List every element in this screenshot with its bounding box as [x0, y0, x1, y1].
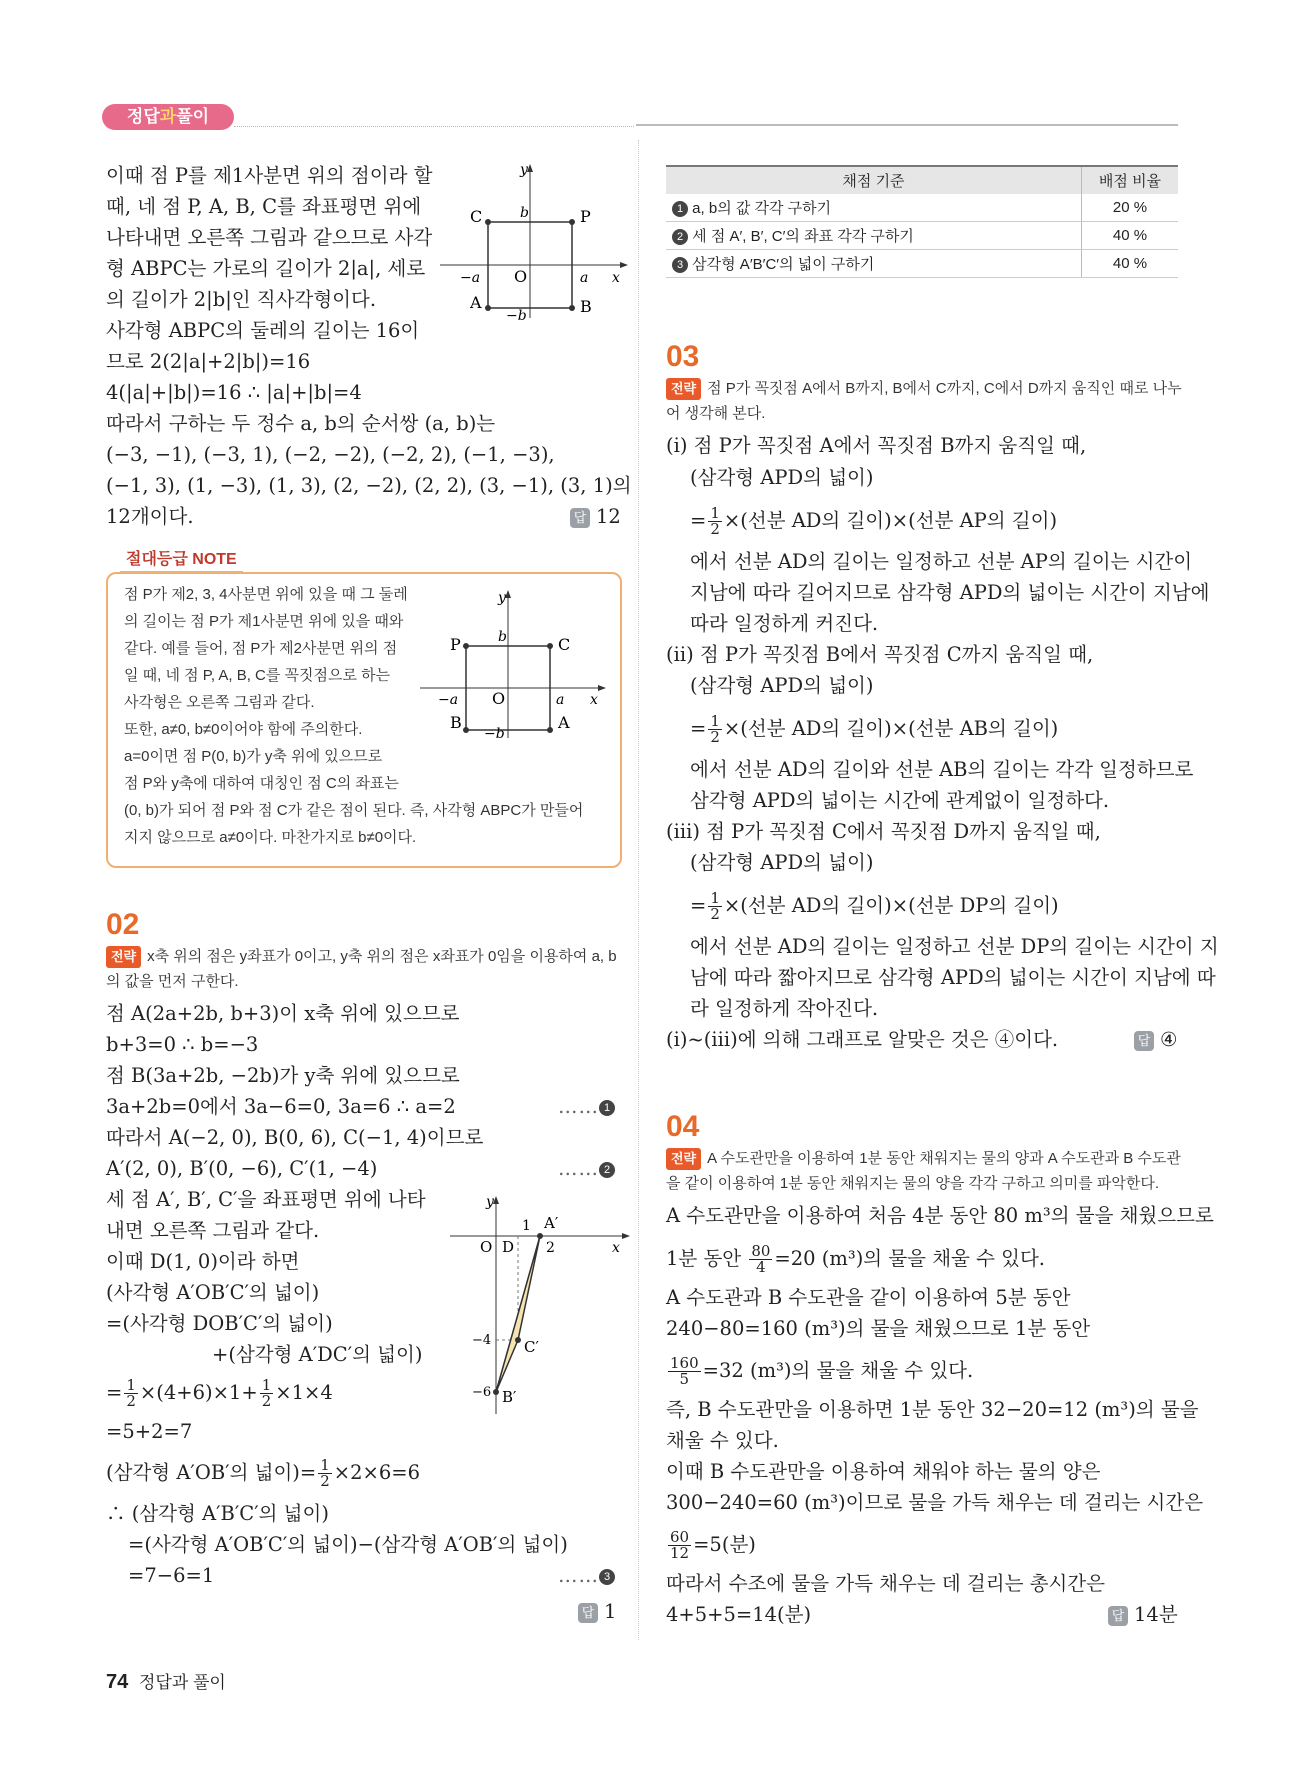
fig2-label: O — [492, 689, 506, 708]
text-line: 의 길이가 2|b|인 직사각형이다. — [106, 288, 377, 311]
page-footer — [106, 1668, 226, 1694]
text-line: 므로 2(2|a|+2|b|)=16 — [106, 350, 311, 373]
q3-line: 에서 선분 AD의 길이는 일정하고 선분 AP의 길이는 시간이 — [690, 550, 1193, 573]
note-line: 점 P가 제2, 3, 4사분면 위에 있을 때 그 둘레 — [124, 586, 408, 603]
answer-q4: 답 14분 — [1108, 1603, 1178, 1627]
table-row: 3 삼각형 A′B′C′의 넓이 구하기 40 % — [666, 250, 1178, 278]
q3-line: (ⅲ) 점 P가 꼭짓점 C에서 꼭짓점 D까지 움직일 때, — [666, 820, 1101, 843]
note-line: (0, b)가 되어 점 P와 점 C가 같은 점이 된다. 즉, 사각형 ABPC가 만들어 — [124, 802, 584, 819]
header-badge — [102, 104, 234, 130]
question-number-02: 02 — [106, 908, 140, 941]
q4-line: 300−240=60 (m³)이므로 물을 가득 채우는 데 걸리는 시간은 — [666, 1491, 1204, 1514]
badge-text-1: 정답 — [126, 107, 160, 126]
answer-q2 — [578, 1600, 616, 1624]
fig2-label: −a — [438, 692, 459, 708]
note-title: 절대등급 NOTE — [120, 546, 243, 573]
table-row: 1 a, b의 값 각각 구하기 20 % — [666, 194, 1178, 222]
q2-line: =5+2=7 — [106, 1420, 193, 1443]
q2-line: ∴ (삼각형 A′B′C′의 넓이) — [106, 1502, 329, 1525]
q4-line: 즉, B 수도관만을 이용하면 1분 동안 32−20=12 (m³)의 물을 — [666, 1398, 1199, 1421]
fig2-label: −b — [484, 726, 505, 738]
q3-strategy-1: 전략 점 P가 꼭짓점 A에서 B까지, B에서 C까지, C에서 D까지 움직인 때로 나누 — [666, 378, 1182, 400]
fig1-label: b — [520, 205, 529, 221]
fig2-label: b — [498, 629, 507, 645]
q3-line: (ⅰ) 점 P가 꼭짓점 A에서 꼭짓점 B까지 움직일 때, — [666, 434, 1087, 457]
badge-text-2: 과 — [159, 107, 177, 126]
q2-mark-3: …… 3 — [558, 1564, 615, 1588]
strategy-tag: 전략 — [106, 946, 141, 968]
answer-icon: 답 — [578, 1603, 598, 1623]
q4-line: A 수도관만을 이용하여 처음 4분 동안 80 m³의 물을 채웠으므로 — [666, 1204, 1214, 1227]
q2-line: 점 A(2a+2b, b+3)이 x축 위에 있으므로 — [106, 1002, 460, 1025]
q3-line: 에서 선분 AD의 길이와 선분 AB의 길이는 각각 일정하므로 — [690, 758, 1194, 781]
q3-line: (삼각형 APD의 넓이) — [690, 674, 874, 697]
note-line: 사각형은 오른쪽 그림과 같다. — [124, 694, 315, 711]
column-divider — [638, 140, 639, 1640]
q3-strategy-2: 어 생각해 본다. — [666, 405, 766, 422]
q2-line: =7−6=1 — [128, 1564, 215, 1587]
q2-line: 세 점 A′, B′, C′을 좌표평면 위에 나타 — [106, 1188, 426, 1211]
badge-text-3: 풀이 — [176, 107, 210, 126]
fig3-label: A′ — [544, 1214, 559, 1232]
fig1-label: P — [580, 207, 591, 226]
q4-strategy-1: 전략 A 수도관만을 이용하여 1분 동안 채워지는 물의 양과 A 수도관과 B 수도관 — [666, 1148, 1181, 1170]
q3-line: 에서 선분 AD의 길이는 일정하고 선분 DP의 길이는 시간이 지 — [690, 935, 1219, 958]
q4-line: 따라서 수조에 물을 가득 채우는 데 걸리는 총시간은 — [666, 1572, 1105, 1595]
fig2-label: P — [450, 635, 461, 654]
q2-line: 이때 D(1, 0)이라 하면 — [106, 1250, 300, 1273]
note-line: 같다. 예를 들어, 점 P가 제2사분면 위의 점 — [124, 640, 398, 657]
fig3-label: D — [502, 1238, 515, 1256]
fig2-label: a — [556, 692, 565, 708]
fig3-label: C′ — [524, 1338, 539, 1356]
question-number-03: 03 — [666, 340, 700, 373]
fig2-label: C — [558, 635, 571, 654]
q3-formula: = $\frac{1}{2}$ ×(선분 AD의 길이)×(선분 DP의 길이) — [690, 889, 1059, 923]
q4-line: A 수도관과 B 수도관을 같이 이용하여 5분 동안 — [666, 1286, 1071, 1309]
note-line: a=0이면 점 P(0, b)가 y축 위에 있으므로 — [124, 748, 383, 765]
answer-icon: 답 — [570, 508, 590, 528]
fig1-label: x — [612, 270, 620, 286]
answer-q3: 답 ④ — [1134, 1028, 1177, 1052]
page-number: 74 — [106, 1671, 129, 1693]
q2-line: =(사각형 DOB′C′의 넓이) — [106, 1312, 333, 1335]
note-line: 지지 않으므로 a≠0이다. 마찬가지로 b≠0이다. — [124, 829, 417, 846]
q2-line: 점 B(3a+2b, −2b)가 y축 위에 있으므로 — [106, 1064, 460, 1087]
text-line: 사각형 ABPC의 둘레의 길이는 16이 — [106, 319, 420, 342]
q2-strategy-2: 의 값을 먼저 구한다. — [106, 973, 239, 990]
q4-line: 이때 B 수도관만을 이용하여 채워야 하는 물의 양은 — [666, 1460, 1101, 1483]
q2-line: =(사각형 A′OB′C′의 넓이)−(삼각형 A′OB′의 넓이) — [128, 1533, 568, 1556]
figure-coordinate-rect-2 — [420, 588, 610, 738]
q2-strategy-1 — [106, 946, 626, 968]
text-line: 따라서 구하는 두 정수 a, b의 순서쌍 (a, b)는 — [106, 412, 496, 435]
header-rule-left — [234, 126, 634, 127]
table-row: 2 세 점 A′, B′, C′의 좌표 각각 구하기 40 % — [666, 222, 1178, 250]
q4-line: $\frac{160}{5}$ =32 (m³)의 물을 채울 수 있다. — [670, 1354, 974, 1388]
fig3-label: −6 — [472, 1385, 492, 1400]
question-number-04: 04 — [666, 1110, 700, 1143]
fig1-label: B — [580, 297, 592, 316]
q3-formula: = $\frac{1}{2}$ ×(선분 AD의 길이)×(선분 AP의 길이) — [690, 504, 1058, 538]
fig2-label: y — [498, 590, 506, 606]
q2-line: +(삼각형 A′DC′의 넓이) — [212, 1343, 423, 1366]
fig3-label: x — [612, 1240, 620, 1256]
q2-mark-1: …… 1 — [558, 1095, 615, 1119]
q2-line: b+3=0 ∴ b=−3 — [106, 1033, 259, 1056]
fig2-label: A — [558, 713, 570, 732]
q2-calc-line: = $\frac{1}{2}$ ×(4+6)×1+ $\frac{1}{2}$ ×1×4 — [106, 1376, 333, 1410]
answer-q1 — [570, 505, 621, 529]
q4-line: 채울 수 있다. — [666, 1429, 779, 1452]
q3-conclusion: (ⅰ)~(ⅲ)에 의해 그래프로 알맞은 것은 ④이다. — [666, 1028, 1059, 1051]
q3-line: 따라 일정하게 커진다. — [690, 612, 879, 635]
strategy-text: x축 위의 점은 y좌표가 0이고, y축 위의 점은 x좌표가 0임을 이용하여 a, b — [147, 948, 617, 965]
q4-line: 4+5+5=14(분) — [666, 1603, 812, 1626]
q2-line: (사각형 A′OB′C′의 넓이) — [106, 1281, 320, 1304]
text-line: 때, 네 점 P, A, B, C를 좌표평면 위에 — [106, 195, 422, 218]
q4-line: 240−80=160 (m³)의 물을 채웠으므로 1분 동안 — [666, 1317, 1091, 1340]
text-line: 12개이다. — [106, 505, 194, 528]
note-line: 일 때, 네 점 P, A, B, C를 꼭짓점으로 하는 — [124, 667, 391, 684]
answer-value: 12 — [596, 505, 621, 528]
q3-line: (삼각형 APD의 넓이) — [690, 466, 874, 489]
fig3-label: B′ — [502, 1388, 517, 1406]
q2-line: 내면 오른쪽 그림과 같다. — [106, 1219, 320, 1242]
q4-line: $\frac{60}{12}$ =5(분) — [670, 1528, 756, 1562]
q4-strategy-2: 을 같이 이용하여 1분 동안 채워지는 물의 양을 각각 구하고 의미를 파악한다. — [666, 1175, 1160, 1192]
table-header: 채점 기준 — [666, 166, 1082, 194]
note-line: 의 길이는 점 P가 제1사분면 위에 있을 때와 — [124, 613, 404, 630]
fig1-label: O — [514, 267, 528, 286]
q3-line: 라 일정하게 작아진다. — [690, 997, 879, 1020]
q2-calc-line: (삼각형 A′OB′의 넓이)= $\frac{1}{2}$ ×2×6=6 — [106, 1456, 421, 1490]
q3-line: (삼각형 APD의 넓이) — [690, 851, 874, 874]
fig3-label: 1 — [522, 1218, 531, 1234]
q3-line: 남에 따라 짧아지므로 삼각형 APD의 넓이는 시간이 지남에 따 — [690, 966, 1216, 989]
q3-formula: = $\frac{1}{2}$ ×(선분 AD의 길이)×(선분 AB의 길이) — [690, 712, 1059, 746]
fig1-label: A — [470, 293, 482, 312]
fig3-label: 2 — [546, 1240, 555, 1256]
text-line: 나타내면 오른쪽 그림과 같으므로 사각 — [106, 226, 433, 249]
q3-line: (ⅱ) 점 P가 꼭짓점 B에서 꼭짓점 C까지 움직일 때, — [666, 643, 1094, 666]
text-line: 형 ABPC는 가로의 길이가 2|a|, 세로 — [106, 257, 426, 280]
fig3-label: y — [486, 1196, 494, 1210]
text-line: 이때 점 P를 제1사분면 위의 점이라 할 — [106, 164, 433, 187]
fig1-label: −b — [506, 308, 527, 320]
table-header: 배점 비율 — [1082, 166, 1179, 194]
q3-line: 삼각형 APD의 넓이는 시간에 관계없이 일정하다. — [690, 789, 1110, 812]
fig3-label: −4 — [472, 1333, 492, 1348]
fig2-label: x — [590, 692, 598, 708]
text-line: 4(|a|+|b|)=16 ∴ |a|+|b|=4 — [106, 381, 362, 404]
q2-line: 3a+2b=0에서 3a−6=0, 3a=6 ∴ a=2 — [106, 1095, 456, 1118]
fig1-label: −a — [460, 270, 481, 286]
footer-label: 정답과 풀이 — [138, 1673, 226, 1692]
figure-coordinate-rect-1 — [440, 160, 630, 320]
fig3-label: O — [480, 1238, 493, 1256]
q2-line: A′(2, 0), B′(0, −6), C′(1, −4) — [106, 1157, 378, 1180]
figure-triangle-abc — [450, 1196, 630, 1416]
q3-line: 지남에 따라 길어지므로 삼각형 APD의 넓이는 시간이 지남에 — [690, 581, 1210, 604]
answer-value: 1 — [604, 1600, 617, 1623]
fig1-label: y — [520, 162, 528, 178]
text-line: (−1, 3), (1, −3), (1, 3), (2, −2), (2, 2), (3, −1), (3, 1)의 — [106, 474, 632, 497]
header-rule-right — [636, 124, 1178, 126]
q4-line: 1분 동안 $\frac{80}{4}$ =20 (m³)의 물을 채울 수 있다. — [666, 1242, 1045, 1276]
note-line: 또한, a≠0, b≠0이어야 함에 주의한다. — [124, 721, 363, 738]
note-line: 점 P와 y축에 대하여 대칭인 점 C의 좌표는 — [124, 775, 399, 792]
fig1-label: a — [580, 270, 589, 286]
q2-mark-2: …… 2 — [558, 1157, 615, 1181]
q2-line: 따라서 A(−2, 0), B(0, 6), C(−1, 4)이므로 — [106, 1126, 484, 1149]
text-line: (−3, −1), (−3, 1), (−2, −2), (−2, 2), (−1, −3), — [106, 443, 555, 466]
scoring-table — [666, 165, 1178, 278]
fig2-label: B — [450, 713, 462, 732]
fig1-label: C — [470, 207, 483, 226]
